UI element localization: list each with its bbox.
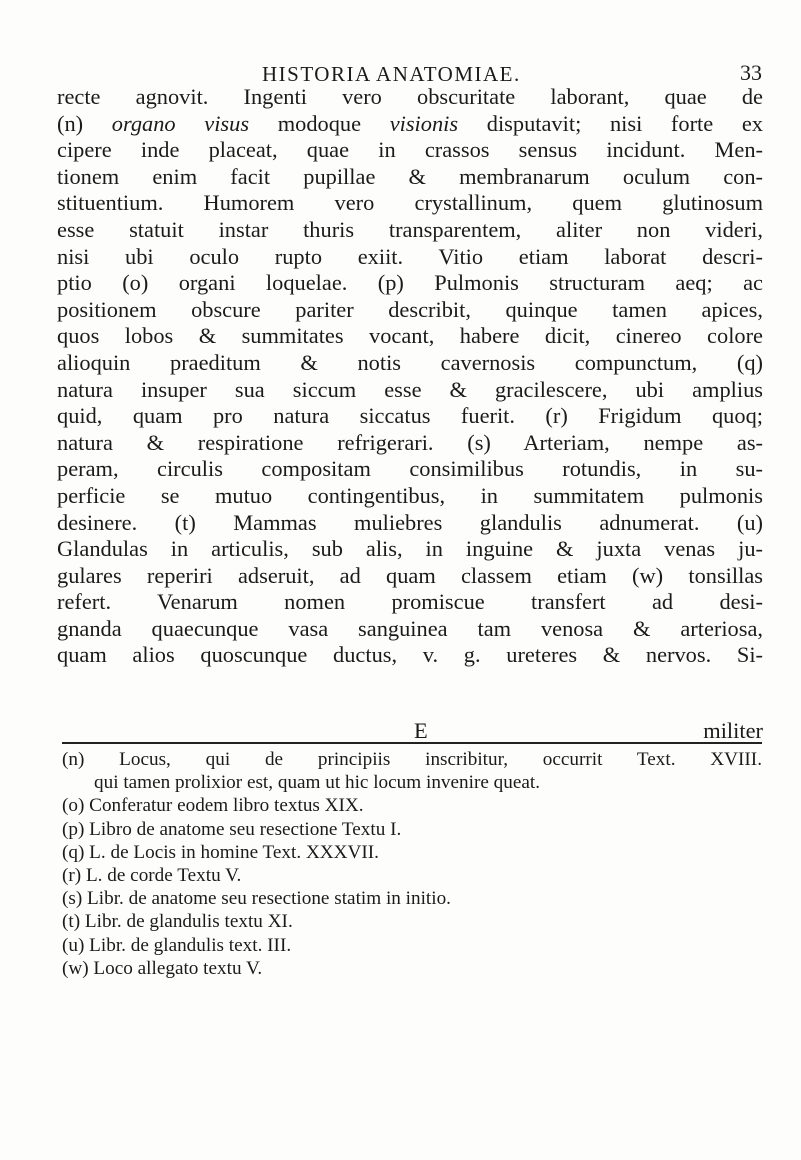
text-line: peram, circulis compositam consimilibus rotundis, in su- (57, 456, 763, 482)
text-line: gulares reperiri adseruit, ad quam classem etiam (w) tonsillas (57, 562, 763, 588)
page-number: 33 (740, 60, 762, 85)
footnote-continuation: qui tamen prolixior est, quam ut hic locum invenire queat. (94, 772, 540, 794)
text-line: ptio (o) organi loquelae. (p) Pulmonis structuram aeq; ac (57, 270, 763, 296)
text-line: refert. Venarum nomen promiscue transfert ad desi- (57, 589, 763, 615)
text-line: esse statuit instar thuris transparentem, aliter non videri, (57, 216, 763, 242)
footnote: (r) L. de corde Textu V. (62, 865, 242, 887)
text-line: cipere inde placeat, quae in crassos sensus incidunt. Men- (57, 137, 763, 163)
italic-word: organo visus (111, 110, 250, 136)
footnote-rule (62, 742, 762, 744)
text-line: nisi ubi oculo rupto exiit. Vitio etiam laborat descri- (57, 243, 763, 269)
text-line (57, 111, 763, 138)
text-line: gnanda quaecunque vasa sanguinea tam venosa & arteriosa, (57, 615, 763, 641)
text-line: alioquin praeditum & notis cavernosis compunctum, (q) (57, 349, 763, 375)
text-line: stituentium. Humorem vero crystallinum, quem glutinosum (57, 190, 763, 216)
italic-phrase: (n) organo visus modoque visionis disputavit; nisi forte ex (57, 110, 763, 136)
text-line: positionem obscure pariter describit, quinque tamen apices, (57, 296, 763, 322)
footnote: (p) Libro de anatome seu resectione Textu I. (62, 818, 402, 840)
text-line: recte agnovit. Ingenti vero obscuritate laborant, quae de (57, 84, 763, 109)
italic-word: visionis (389, 110, 459, 136)
text-line: perficie se mutuo contingentibus, in summitatem pulmonis (57, 482, 763, 508)
text-line: quos lobos & summitates vocant, habere dicit, cinereo colore (57, 323, 763, 349)
main-text (57, 84, 763, 669)
footnote: (s) Libr. de anatome seu resectione statim in initio. (62, 888, 451, 910)
text-line: desinere. (t) Mammas muliebres glandulis adnumerat. (u) (57, 509, 763, 535)
footnote: (o) Conferatur eodem libro textus XIX. (62, 795, 364, 817)
footnotes (62, 748, 762, 980)
text-line: natura & respiratione refrigerari. (s) Arteriam, nempe as- (57, 429, 763, 455)
catchword: militer (703, 718, 763, 743)
running-title: HISTORIA ANATOMIAE. (262, 62, 521, 86)
text-line: natura insuper sua siccum esse & gracilescere, ubi amplius (57, 376, 763, 402)
footnote: (u) Libr. de glandulis text. III. (62, 934, 292, 956)
footnote: (w) Loco allegato textu V. (62, 957, 263, 979)
text-line: quam alios quoscunque ductus, v. g. ureteres & nervos. Si- (57, 642, 763, 668)
footnote: (q) L. de Locis in homine Text. XXXVII. (62, 841, 379, 863)
signature-mark: E (414, 718, 428, 743)
text-line: tionem enim facit pupillae & membranarum oculum con- (57, 163, 763, 189)
footnote: (n) Locus, qui de principiis inscribitur, occurrit Text. XVIII. (62, 749, 762, 770)
text-line: Glandulas in articulis, sub alis, in inguine & juxta venas ju- (57, 536, 763, 562)
text-line: quid, quam pro natura siccatus fuerit. (r) Frigidum quoq; (57, 403, 763, 429)
footnote: (t) Libr. de glandulis textu XI. (62, 911, 293, 933)
